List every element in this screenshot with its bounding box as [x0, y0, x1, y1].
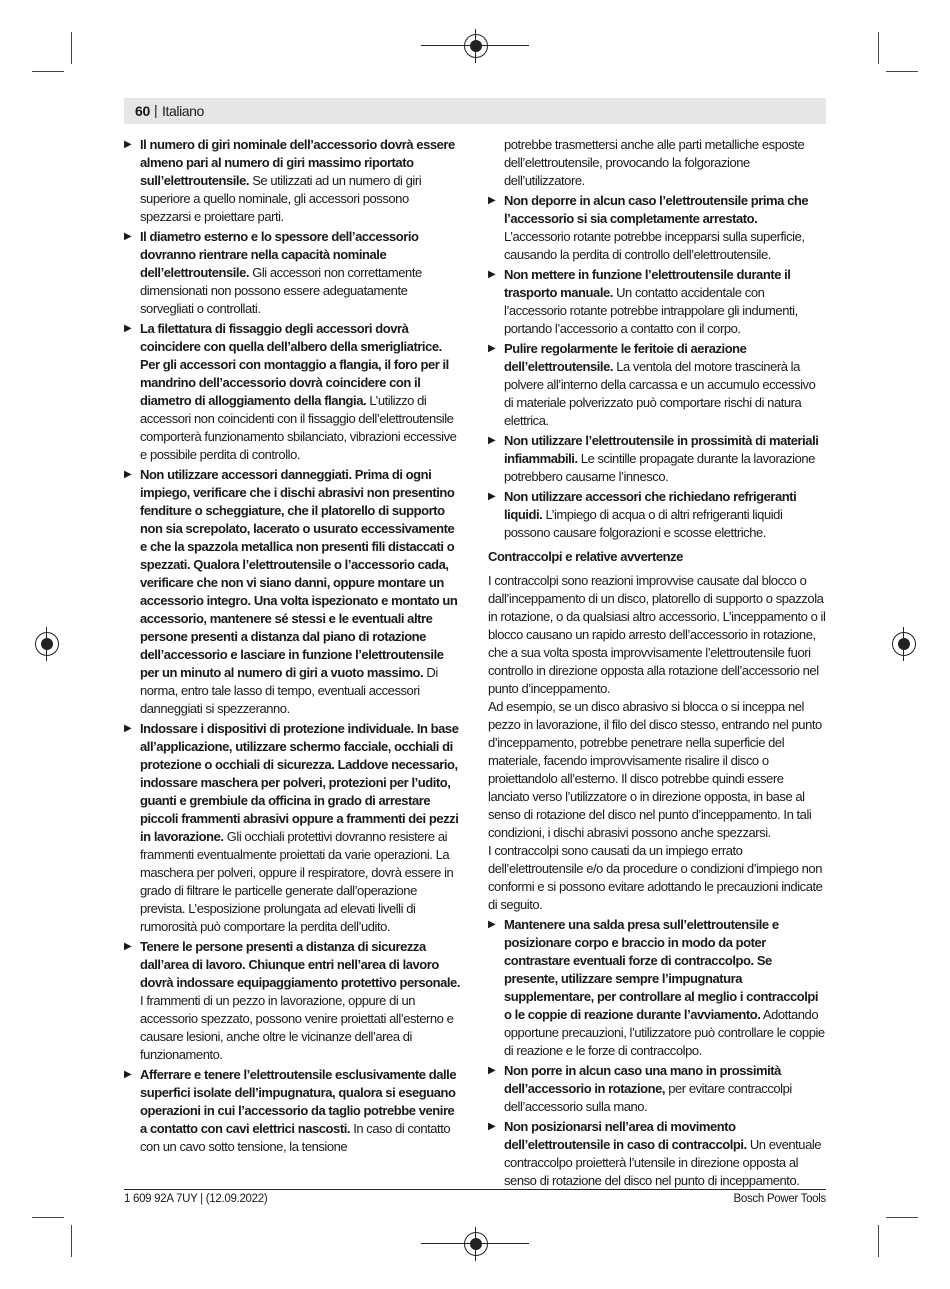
bullet-text [140, 1066, 462, 1156]
bullet-arrow-icon: ▶ [488, 195, 496, 206]
bullet-bold-text: Afferrare e tenere l’elettroutensile esclusivamente dalle superfici isolate dell’impugnatura, qualora si eseguano operazioni in cui l’accessorio da taglio potrebbe venire a contatto con cavi elettrici nascosti. [140, 1067, 457, 1136]
bullet-text [140, 720, 462, 936]
bullet-list-b [488, 916, 826, 1190]
body-paragraph: I contraccolpi sono causati da un impiego errato dell’elettroutensile e/o da procedure o condizioni d’impiego non conformi e si possono evitare adottando le precauzioni indicate di seguito. [488, 843, 823, 912]
bullet-plain-text: Un contatto accidentale con l’accessorio rotante potrebbe intrappolare gli indumenti, portando l’accessorio a contatto con il corpo. [504, 285, 798, 336]
bullet-text [140, 466, 462, 718]
bullet-item [124, 228, 462, 318]
bullet-plain-text: L’impiego di acqua o di altri refrigeranti liquidi possono causare folgorazioni e scosse elettriche. [504, 507, 783, 540]
bullet-arrow-icon: ▶ [124, 469, 132, 480]
bullet-bold-text: Indossare i dispositivi di protezione individuale. In base all’applicazione, utilizzare schermo facciale, occhiali di protezione o occhiali di sicurezza. Laddove necessario, indossare maschera per polveri, protezioni per l’udito, guanti e grembiule da officina in grado di arrestare piccoli frammenti abrasivi oppure a frammenti dei pezzi in lavorazione. [140, 721, 459, 844]
bullet-item [488, 432, 826, 486]
bullet-bold-text: Il numero di giri nominale dell’accessorio dovrà essere almeno pari al numero di giri massimo riportato sull’elettroutensile. [140, 137, 455, 188]
bullet-plain-text: Di norma, entro tale lasso di tempo, eventuali accessori danneggiati si spezzeranno. [140, 665, 438, 716]
bullet-plain-text: per evitare contraccolpi dell’accessorio sulla mano. [504, 1081, 792, 1114]
crop-mark [886, 71, 918, 72]
bullet-text [504, 340, 826, 430]
bullet-arrow-icon: ▶ [488, 1121, 496, 1132]
footer-brand: Bosch Power Tools [733, 1193, 826, 1205]
bullet-text [140, 938, 462, 1064]
bullet-arrow-icon: ▶ [124, 139, 132, 150]
registration-mark-top [464, 34, 488, 58]
bullet-item [488, 192, 826, 264]
registration-mark-left [35, 632, 59, 656]
bullet-plain-text: Gli occhiali protettivi dovranno resistere ai frammenti eventualmente proiettati da varie operazioni. La maschera per polveri, oppure il respiratore, dovrà essere in grado di filtrare le particelle generate dall’operazione prevista. L’esposizione prolungata ad elevati livelli di rumorosità può comportare la perdita dell’udito. [140, 829, 454, 934]
bullet-plain-text: Se utilizzati ad un numero di giri superiore a quello nominale, gli accessori possono spezzarsi e proiettare parti. [140, 173, 422, 224]
header-separator: | [154, 102, 158, 118]
bullet-bold-text: Tenere le persone presenti a distanza di sicurezza dall’area di lavoro. Chiunque entri nell’area di lavoro dovrà indossare equipaggiamento protettivo personale. [140, 939, 460, 990]
bullet-arrow-icon: ▶ [488, 919, 496, 930]
crop-mark [71, 32, 72, 64]
crop-mark [878, 32, 879, 64]
bullet-plain-text: L’accessorio rotante potrebbe incepparsi sulla superficie, causando la perdita di controllo dell’elettroutensile. [504, 229, 805, 262]
bullet-arrow-icon: ▶ [488, 491, 496, 502]
footer-doc-number: 1 609 92A 7UY | (12.09.2022) [124, 1193, 268, 1205]
bullet-plain-text: La ventola del motore trascinerà la polvere all’interno della carcassa e un accumulo eccessivo di materiale polverizzato può comportare rischi di natura elettrica. [504, 359, 816, 428]
registration-mark-right [892, 632, 916, 656]
page-number: 60 [135, 103, 150, 119]
footer-rule [124, 1189, 826, 1190]
left-column [124, 136, 462, 1158]
bullet-text [140, 320, 462, 464]
crop-mark [32, 1217, 64, 1218]
bullet-plain-text: Le scintille propagate durante la lavorazione potrebbero causarne l’innesco. [504, 451, 815, 484]
bullet-arrow-icon: ▶ [488, 435, 496, 446]
body-paragraph: Ad esempio, se un disco abrasivo si blocca o si inceppa nel pezzo in lavorazione, il filo del disco stesso, entrando nel punto d’inceppamento, potrebbe penetrare nella superficie del materiale, facendo improvvisamente risalire il disco o proiettandolo all’esterno. Il disco potrebbe quindi essere lanciato verso l’utilizzatore o in direzione opposta, in base al senso di rotazione del disco nel punto d’inceppamento. In tali condizioni, i dischi abrasivi possono anche spezzarsi. [488, 699, 822, 840]
bullet-item [124, 720, 462, 936]
bullet-plain-text: L’utilizzo di accessori non coincidenti con il fissaggio dell’elettroutensile comporterà funzionamento sbilanciato, vibrazioni eccessive e possibile perdita di controllo. [140, 393, 457, 462]
bullet-text [504, 266, 826, 338]
bullet-text [140, 228, 462, 318]
continuation-text: potrebbe trasmettersi anche alle parti metalliche esposte dell’elettroutensile, provocando la folgorazione dell’utilizzatore. [504, 137, 805, 188]
bullet-arrow-icon: ▶ [124, 1069, 132, 1080]
bullet-arrow-icon: ▶ [488, 1065, 496, 1076]
bullet-text [504, 432, 826, 486]
bullet-item [488, 1062, 826, 1116]
bullet-text [504, 1118, 826, 1190]
crop-mark [32, 71, 64, 72]
bullet-item [124, 320, 462, 464]
bullet-bold-text: Non utilizzare l’elettroutensile in prossimità di materiali infiammabili. [504, 433, 819, 466]
bullet-arrow-icon: ▶ [124, 323, 132, 334]
bullet-arrow-icon: ▶ [488, 343, 496, 354]
crop-mark [878, 1225, 879, 1257]
bullet-bold-text: Non posizionarsi nell’area di movimento dell’elettroutensile in caso di contraccolpi. [504, 1119, 747, 1152]
bullet-bold-text: Mantenere una salda presa sull’elettroutensile e posizionare corpo e braccio in modo da poter contrastare eventuali forze di contraccolpo. Se presente, utilizzare sempre l’impugnatura supplementare, per controllare al meglio i contraccolpi o le coppie di reazione durante l’avviamento. [504, 917, 819, 1022]
crop-mark [886, 1217, 918, 1218]
bullet-arrow-icon: ▶ [488, 269, 496, 280]
bullet-plain-text: Adottando opportune precauzioni, l’utilizzatore può controllare le coppie di reazione e le forze di contraccolpo. [504, 1007, 825, 1058]
section-heading: Contraccolpi e relative avvertenze [488, 549, 683, 564]
bullet-list-a [488, 192, 826, 542]
bullet-plain-text: Un eventuale contraccolpo proietterà l’utensile in direzione opposta al senso di rotazione del disco nel punto di inceppamento. [504, 1137, 822, 1188]
bullet-text [504, 916, 826, 1060]
bullet-item [124, 466, 462, 718]
bullet-item [488, 488, 826, 542]
bullet-plain-text: Gli accessori non correttamente dimensionati non possono essere adeguatamente sorvegliati o controllati. [140, 265, 422, 316]
bullet-bold-text: Il diametro esterno e lo spessore dell’accessorio dovranno rientrare nella capacità nominale dell’elettroutensile. [140, 229, 419, 280]
right-column [488, 136, 826, 1192]
bullet-bold-text: Non utilizzare accessori che richiedano refrigeranti liquidi. [504, 489, 797, 522]
bullet-bold-text: Non mettere in funzione l’elettroutensile durante il trasporto manuale. [504, 267, 791, 300]
bullet-item [124, 136, 462, 226]
bullet-text [504, 488, 826, 542]
bullet-item [488, 340, 826, 430]
bullet-bold-text: Pulire regolarmente le feritoie di aerazione dell’elettroutensile. [504, 341, 747, 374]
bullet-bold-text: Non utilizzare accessori danneggiati. Prima di ogni impiego, verificare che i dischi abrasivi non presentino fenditure o scheggiature, che il platorello di supporto non sia screpolato, lacerato o usurato eccessivamente e che la spazzola metallica non presenti fili distaccati o spezzati. Qualora l’elettroutensile o l’accessorio cada, verificare che non vi siano danni, oppure montare un accessorio integro. Una volta ispezionato e montato un accessorio, mantenere sé stessi e le eventuali altre persone presenti a distanza dal piano di rotazione dell’accessorio e lasciare in funzione l’elettroutensile per un minuto al numero di giri a vuoto massimo. [140, 467, 458, 680]
bullet-plain-text: In caso di contatto con un cavo sotto tensione, la tensione [140, 1121, 451, 1154]
header-language: Italiano [162, 103, 204, 119]
bullet-bold-text: Non porre in alcun caso una mano in prossimità dell’accessorio in rotazione, [504, 1063, 781, 1096]
bullet-bold-text: La filettatura di fissaggio degli accessori dovrà coincidere con quella dell’albero della smerigliatrice. Per gli accessori con montaggio a flangia, il foro per il mandrino dell’accessorio dovrà coincidere con il diametro di alloggiamento della flangia. [140, 321, 449, 408]
bullet-item [124, 938, 462, 1064]
bullet-item [124, 1066, 462, 1156]
bullet-bold-text: Non deporre in alcun caso l’elettroutensile prima che l’accessorio si sia completamente arrestato. [504, 193, 809, 226]
bullet-arrow-icon: ▶ [124, 941, 132, 952]
bullet-item [488, 266, 826, 338]
crop-mark [71, 1225, 72, 1257]
registration-mark-bottom [464, 1232, 488, 1256]
body-paragraph: I contraccolpi sono reazioni improvvise causate dal blocco o dall’inceppamento di un disco, platorello di supporto o spazzola in rotazione, o da qualsiasi altro accessorio. L’inceppamento o il blocco causano un rapido arresto dell’accessorio in rotazione, che a sua volta sposta improvvisamente l’elettroutensile fuori controllo in direzione opposta alla rotazione dell’accessorio nel punto d’inceppamento. [488, 573, 826, 696]
bullet-arrow-icon: ▶ [124, 723, 132, 734]
page-header [124, 98, 826, 124]
bullet-arrow-icon: ▶ [124, 231, 132, 242]
bullet-item [488, 916, 826, 1060]
bullet-item [488, 1118, 826, 1190]
bullet-text [504, 192, 826, 264]
bullet-plain-text: I frammenti di un pezzo in lavorazione, oppure di un accessorio spezzato, possono venire proiettati all’esterno e causare lesioni, anche oltre le vicinanze dell’area di funzionamento. [140, 993, 454, 1062]
bullet-text [140, 136, 462, 226]
bullet-text [504, 1062, 826, 1116]
